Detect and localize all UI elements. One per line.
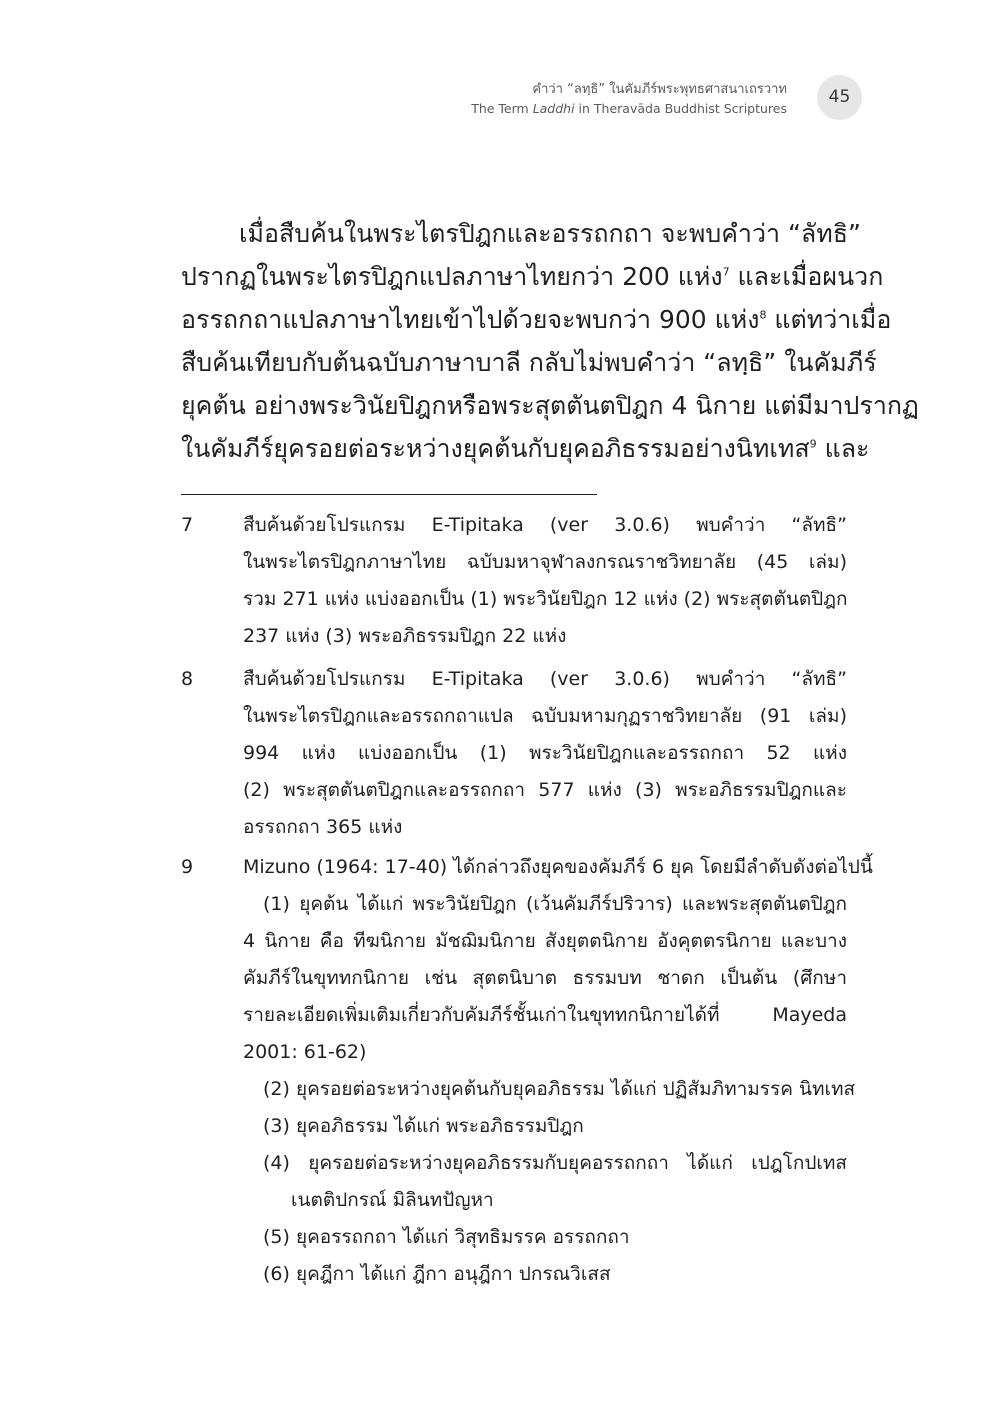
running-header: [471, 80, 787, 118]
footnote-ref: 8: [759, 308, 767, 322]
body-line-text: ปรากฏในพระไตรปิฎกแปลภาษาไทยกว่า 200 แห่ง: [181, 262, 723, 291]
footnote-line: ในพระไตรปิฎกภาษาไทย ฉบับมหาจุฬาลงกรณราชวิทยาลัย (45 เล่ม): [243, 551, 847, 573]
footnote-number: 8: [181, 668, 194, 690]
footnote-line: 2001: 61-62): [243, 1041, 367, 1063]
page-number: 45: [817, 75, 862, 120]
body-line-text: อรรถกถาแปลภาษาไทยเข้าไปด้วยจะพบกว่า 900 แห่ง: [181, 305, 760, 334]
footnote-line: อรรถกถา 365 แห่ง: [243, 816, 403, 838]
footnote-divider: [181, 494, 597, 495]
body-line-text: และ: [816, 434, 870, 463]
body-line: [181, 298, 892, 341]
footnote-intro: Mizuno (1964: 17-40) ได้กล่าวถึงยุคของคัมภีร์ 6 ยุค โดยมีลำดับดังต่อไปนี้: [243, 856, 873, 878]
header-title-english-italic: Laddhi: [532, 101, 575, 116]
footnote-number: 7: [181, 514, 194, 536]
footnote-ref: 7: [722, 265, 730, 279]
footnote-8: [181, 661, 847, 846]
body-line: [181, 384, 919, 427]
footnote-line: คัมภีร์ในขุททกนิกาย เช่น สุตตนิบาต ธรรมบท ชาดก เป็นต้น (ศึกษา: [243, 967, 847, 989]
footnote-line: รวม 271 แห่ง แบ่งออกเป็น (1) พระวินัยปิฎก 12 แห่ง (2) พระสุตตันตปิฎก: [243, 588, 848, 610]
header-title-english-post: in Theravāda Buddhist Scriptures: [574, 101, 787, 116]
footnote-line: รายละเอียดเพิ่มเติมเกี่ยวกับคัมภีร์ชั้นเก่าในขุททกนิกายได้ที่ Mayeda: [243, 1004, 847, 1026]
header-title-thai: คำว่า “ลทฺธิ” ในคัมภีร์พระพุทธศาสนาเถรวาท: [532, 82, 787, 97]
footnote-line: (2) พระสุตตันตปิฎกและอรรถกถา 577 แห่ง (3) พระอภิธรรมปิฎกและ: [243, 779, 847, 801]
body-line: [181, 427, 870, 470]
footnote-line: ในพระไตรปิฎกและอรรถกถาแปล ฉบับมหามกุฏราชวิทยาลัย (91 เล่ม): [243, 705, 847, 727]
era-item-1: (1) ยุคต้น ได้แก่ พระวินัยปิฎก (เว้นคัมภีร์ปริวาร) และพระสุตตันตปิฎก: [263, 893, 847, 915]
footnote-ref: 9: [809, 437, 817, 451]
body-line-text: ยุคต้น อย่างพระวินัยปิฎกหรือพระสุตตันตปิฎก 4 นิกาย แต่มีมาปรากฏ: [181, 391, 919, 420]
footnote-line: สืบค้นด้วยโปรแกรม E-Tipitaka (ver 3.0.6) พบคำว่า “ลัทธิ”: [243, 668, 847, 690]
body-line-text: แต่ทว่าเมื่อ: [766, 305, 892, 334]
header-title-english: [471, 99, 787, 118]
body-line: [181, 341, 877, 384]
footnote-line: 4 นิกาย คือ ทีฆนิกาย มัชฌิมนิกาย สังยุตตนิกาย อังคุตตรนิกาย และบาง: [243, 930, 847, 952]
era-item-4-continued: เนตติปกรณ์ มิลินทปัญหา: [291, 1189, 494, 1211]
body-line-text: ในคัมภีร์ยุครอยต่อระหว่างยุคต้นกับยุคอภิธรรมอย่างนิทเทส: [181, 434, 810, 463]
footnote-line: 994 แห่ง แบ่งออกเป็น (1) พระวินัยปิฎกและอรรถกถา 52 แห่ง: [243, 742, 847, 764]
header-title-english-pre: The Term: [471, 101, 533, 116]
era-item-6: (6) ยุคฎีกา ได้แก่ ฎีกา อนุฎีกา ปกรณวิเสส: [263, 1263, 611, 1285]
body-line: [181, 212, 861, 255]
body-paragraph: [181, 212, 919, 470]
footnote-number: 9: [181, 856, 194, 878]
era-item-2: (2) ยุครอยต่อระหว่างยุคต้นกับยุคอภิธรรม ได้แก่ ปฏิสัมภิทามรรค นิทเทส: [263, 1078, 856, 1100]
era-item-4: (4) ยุครอยต่อระหว่างยุคอภิธรรมกับยุคอรรถกถา ได้แก่ เปฎโกปเทส: [263, 1152, 847, 1174]
body-line-text: สืบค้นเทียบกับต้นฉบับภาษาบาลี กลับไม่พบคำว่า “ลทฺธิ” ในคัมภีร์: [181, 348, 877, 377]
era-item-5: (5) ยุคอรรถกถา ได้แก่ วิสุทธิมรรค อรรถกถา: [263, 1226, 630, 1248]
body-line-text: และเมื่อผนวก: [729, 262, 884, 291]
footnote-9: [181, 849, 873, 1293]
body-line: [181, 255, 884, 298]
footnote-line: 237 แห่ง (3) พระอภิธรรมปิฎก 22 แห่ง: [243, 625, 567, 647]
body-line-text: เมื่อสืบค้นในพระไตรปิฎกและอรรถกถา จะพบคำว่า “ลัทธิ”: [239, 219, 861, 248]
footnote-7: [181, 507, 847, 655]
era-item-3: (3) ยุคอภิธรรม ได้แก่ พระอภิธรรมปิฎก: [263, 1115, 584, 1137]
footnote-line: สืบค้นด้วยโปรแกรม E-Tipitaka (ver 3.0.6) พบคำว่า “ลัทธิ”: [243, 514, 847, 536]
